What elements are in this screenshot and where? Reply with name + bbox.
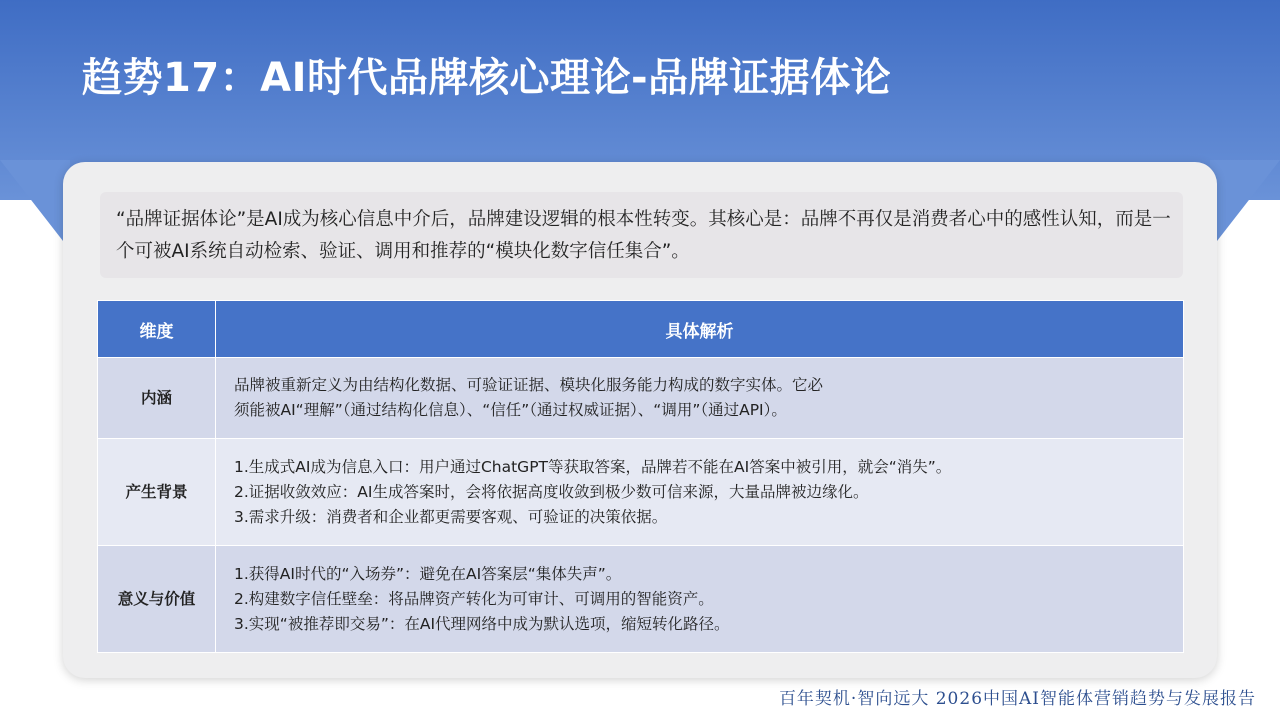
banner-right-wing xyxy=(1210,160,1280,250)
row-dimension: 产生背景 xyxy=(98,439,216,546)
table-row xyxy=(98,546,1184,653)
description-line: 2.构建数字信任壁垒：将品牌资产转化为可审计、可调用的智能资产。 xyxy=(234,589,714,608)
description-line: 1.获得AI时代的“入场券”：避免在AI答案层“集体失声”。 xyxy=(234,564,622,583)
row-dimension xyxy=(98,546,216,653)
description-line: 3.实现“被推荐即交易”：在AI代理网络中成为默认选项，缩短转化路径。 xyxy=(234,614,730,633)
analysis-table xyxy=(97,300,1184,653)
row-dimension: 内涵 xyxy=(98,358,216,439)
intro-box xyxy=(100,192,1183,278)
row-description xyxy=(216,546,1184,653)
description-line: 须能被AI“理解”（通过结构化信息）、“信任”（通过权威证据）、“调用”（通过API）。 xyxy=(234,401,787,419)
column-header-analysis: 具体解析 xyxy=(216,301,1184,358)
table-header-row xyxy=(98,301,1184,358)
description-line: 品牌被重新定义为由结构化数据、可验证证据、模块化服务能力构成的数字实体。它必 xyxy=(234,376,824,394)
intro-text: “品牌证据体论”是AI成为核心信息中介后，品牌建设逻辑的根本性转变。其核心是：品牌不再仅是消费者心中的感性认知，而是一个可被AI系统自动检索、验证、调用和推荐的“模块化数字信任集合”。 xyxy=(116,209,1171,262)
description-line: 1.生成式AI成为信息入口：用户通过ChatGPT等获取答案，品牌若不能在AI答案中被引用，就会“消失”。 xyxy=(234,457,952,476)
description-line: 2.证据收敛效应：AI生成答案时，会将依据高度收敛到极少数可信来源，大量品牌被边缘化。 xyxy=(234,482,869,501)
table-row xyxy=(98,358,1184,439)
row-description xyxy=(216,439,1184,546)
row-dimension-label: 意义与价值 xyxy=(117,590,196,608)
description-line: 3.需求升级：消费者和企业都更需要客观、可验证的决策依据。 xyxy=(234,507,668,526)
table-row xyxy=(98,439,1184,546)
report-footer: 百年契机·智向远大 2026中国AI智能体营销趋势与发展报告 xyxy=(778,689,1256,709)
row-description xyxy=(216,358,1184,439)
column-header-dimension: 维度 xyxy=(98,301,216,358)
page-title: 趋势17：AI时代品牌核心理论-品牌证据体论 xyxy=(82,55,892,101)
banner-left-wing xyxy=(0,160,70,250)
